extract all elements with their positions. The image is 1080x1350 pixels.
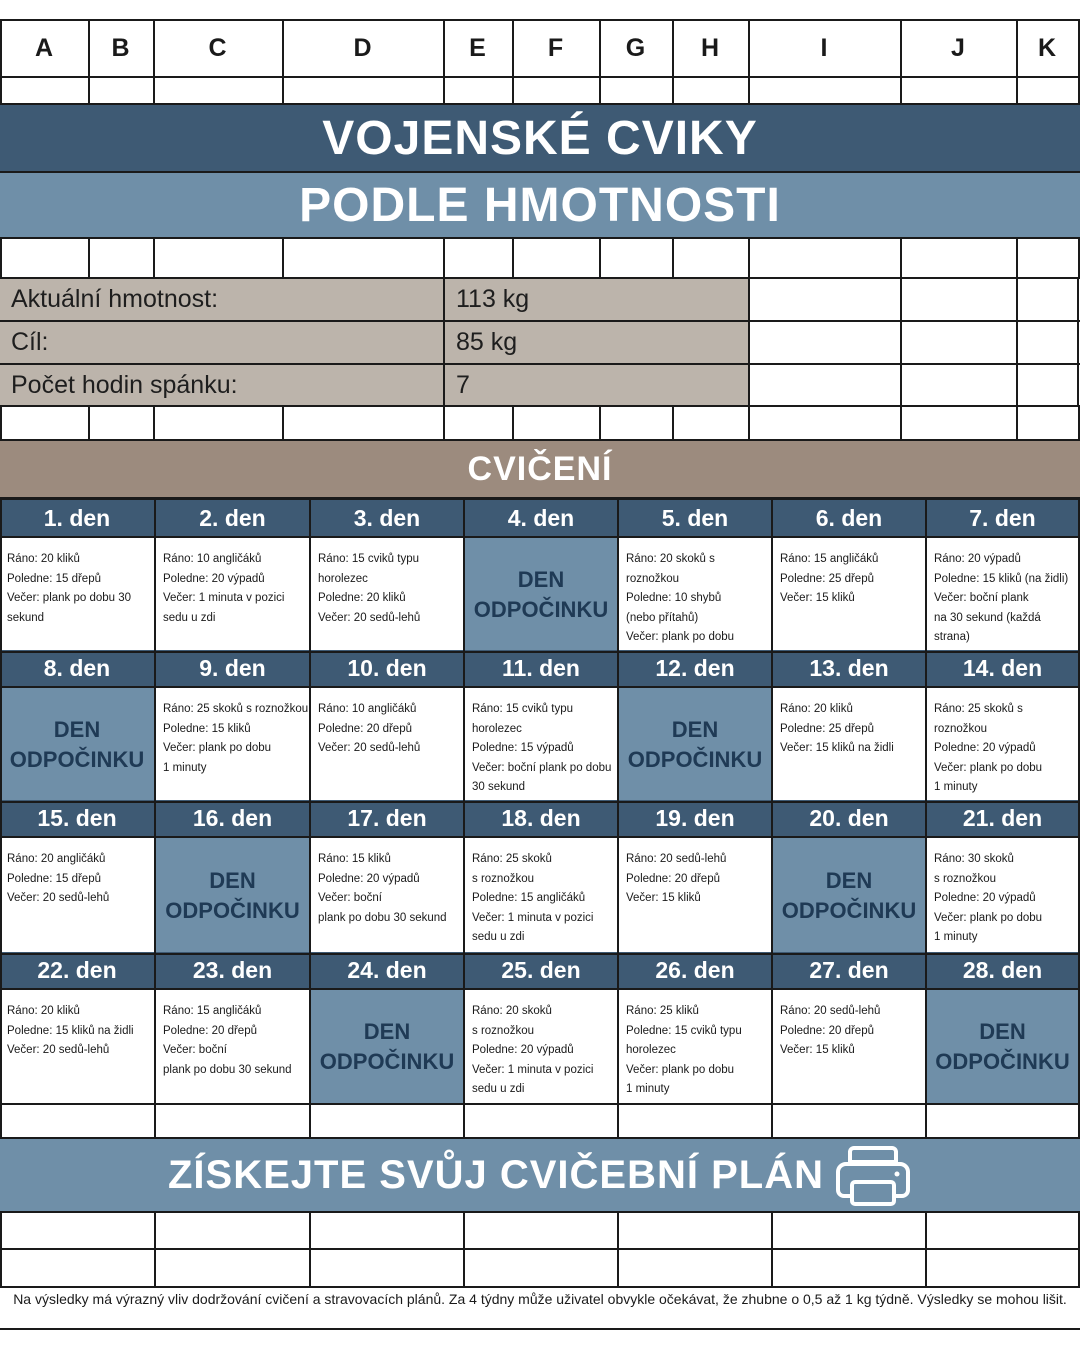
workout-day-cell[interactable]: Ráno: 25 kliků Poledne: 15 cviků typu horolezec Večer: plank po dobu 1 minuty	[619, 990, 771, 1103]
day-header: 23. den	[156, 952, 309, 988]
get-plan-label: ZÍSKEJTE SVŮJ CVIČEBNÍ PLÁN	[167, 1152, 824, 1197]
workout-day-cell[interactable]: Ráno: 15 angličáků Poledne: 25 dřepů Večer: 15 kliků	[773, 538, 925, 651]
day-header: 1. den	[0, 500, 154, 536]
day-header: 21. den	[927, 800, 1078, 836]
column-header-a[interactable]: A	[34, 33, 54, 62]
workout-day-cell[interactable]: Ráno: 20 kliků Poledne: 15 kliků na židli Večer: 20 sedů-lehů	[0, 990, 154, 1103]
info-block	[0, 279, 1080, 407]
workout-day-cell[interactable]: Ráno: 10 angličáků Poledne: 20 dřepů Večer: 20 sedů-lehů	[311, 688, 463, 801]
get-plan-button[interactable]	[0, 1139, 1080, 1211]
calendar-spacer-row	[0, 1102, 1080, 1138]
info-value-weight[interactable]: 113 kg	[445, 279, 748, 320]
day-header: 20. den	[773, 800, 925, 836]
footer-note: Na výsledky má výrazný vliv dodržování cvičení a stravovacích plánů. Za 4 týdny může uživatel obvykle očekávat, že zhubne o 0,5 až 1 kg týdně. Výsledky se mohou lišit.	[13, 1291, 1067, 1307]
workout-day-cell[interactable]: Ráno: 20 sedů-lehů Poledne: 20 dřepů Večer: 15 kliků	[773, 990, 925, 1103]
workout-day-cell[interactable]: Ráno: 20 kliků Poledne: 15 dřepů Večer: plank po dobu 30 sekund	[0, 538, 154, 651]
column-header-e[interactable]: E	[469, 33, 486, 62]
spacer-row	[0, 239, 1080, 279]
workout-day-cell[interactable]: Ráno: 15 cviků typu horolezec Poledne: 15 výpadů Večer: boční plank po dobu 30 sekund	[465, 688, 617, 801]
day-header: 10. den	[311, 650, 463, 686]
info-value-sleep[interactable]: 7	[445, 365, 748, 406]
info-value-goal[interactable]: 85 kg	[445, 322, 748, 363]
section-header-band	[0, 441, 1080, 497]
workout-day-cell[interactable]: Ráno: 15 angličáků Poledne: 20 dřepů Večer: boční plank po dobu 30 sekund	[156, 990, 309, 1103]
title-band-top	[0, 105, 1080, 172]
day-header: 8. den	[0, 650, 154, 686]
workout-day-cell[interactable]: Ráno: 20 výpadů Poledne: 15 kliků (na židli) Večer: boční plank na 30 sekund (každá strana)	[927, 538, 1078, 651]
column-header-f[interactable]: F	[547, 33, 564, 62]
info-label-weight: Aktuální hmotnost:	[0, 279, 443, 320]
info-label-sleep: Počet hodin spánku:	[0, 365, 443, 406]
workout-day-cell[interactable]: Ráno: 25 skoků s roznožkou Poledne: 15 kliků Večer: plank po dobu 1 minuty	[156, 688, 309, 801]
column-header-b[interactable]: B	[111, 33, 130, 62]
column-header-c[interactable]: C	[208, 33, 227, 62]
rest-day-cell[interactable]: DEN ODPOČINKU	[773, 838, 925, 953]
day-header: 18. den	[465, 800, 617, 836]
column-header-j[interactable]: J	[951, 33, 965, 62]
column-header-h[interactable]: H	[700, 33, 720, 62]
day-header: 16. den	[156, 800, 309, 836]
day-header: 11. den	[465, 650, 617, 686]
day-header: 9. den	[156, 650, 309, 686]
rest-day-cell[interactable]: DEN ODPOČINKU	[311, 990, 463, 1103]
workout-day-cell[interactable]: Ráno: 20 angličáků Poledne: 15 dřepů Večer: 20 sedů-lehů	[0, 838, 154, 953]
day-header: 2. den	[156, 500, 309, 536]
day-header: 6. den	[773, 500, 925, 536]
day-header: 15. den	[0, 800, 154, 836]
day-header: 13. den	[773, 650, 925, 686]
page-title: VOJENSKÉ CVIKY	[322, 112, 758, 165]
day-header: 22. den	[0, 952, 154, 988]
day-header: 27. den	[773, 952, 925, 988]
info-label-goal: Cíl:	[0, 322, 443, 363]
day-header: 25. den	[465, 952, 617, 988]
workout-day-cell[interactable]: Ráno: 25 skoků s roznožkou Poledne: 15 angličáků Večer: 1 minuta v pozici sedu u zdi	[465, 838, 617, 953]
day-header: 5. den	[619, 500, 771, 536]
workout-day-cell[interactable]: Ráno: 20 sedů-lehů Poledne: 20 dřepů Večer: 15 kliků	[619, 838, 771, 953]
day-header: 28. den	[927, 952, 1078, 988]
workout-day-cell[interactable]: Ráno: 20 skoků s roznožkou Poledne: 10 shybů (nebo přítahů) Večer: plank po dobu	[619, 538, 771, 651]
column-header-g[interactable]: G	[625, 33, 646, 62]
workout-day-cell[interactable]: Ráno: 15 cviků typu horolezec Poledne: 20 kliků Večer: 20 sedů-lehů	[311, 538, 463, 651]
workout-day-cell[interactable]: Ráno: 25 skoků s roznožkou Poledne: 20 výpadů Večer: plank po dobu 1 minuty	[927, 688, 1078, 801]
day-header: 26. den	[619, 952, 771, 988]
day-header: 17. den	[311, 800, 463, 836]
printer-icon	[834, 1142, 912, 1208]
workout-day-cell[interactable]: Ráno: 10 angličáků Poledne: 20 výpadů Večer: 1 minuta v pozici sedu u zdi	[156, 538, 309, 651]
day-header: 3. den	[311, 500, 463, 536]
day-header: 12. den	[619, 650, 771, 686]
rest-day-cell[interactable]: DEN ODPOČINKU	[0, 688, 154, 801]
page-subtitle: PODLE HMOTNOSTI	[299, 179, 781, 232]
rest-day-cell[interactable]: DEN ODPOČINKU	[465, 538, 617, 651]
day-header: 4. den	[465, 500, 617, 536]
workout-day-cell[interactable]: Ráno: 20 kliků Poledne: 25 dřepů Večer: 15 kliků na židli	[773, 688, 925, 801]
day-header: 14. den	[927, 650, 1078, 686]
workout-day-cell[interactable]: Ráno: 20 skoků s roznožkou Poledne: 20 výpadů Večer: 1 minuta v pozici sedu u zdi	[465, 990, 617, 1103]
column-header-d[interactable]: D	[353, 33, 372, 62]
workout-day-cell[interactable]: Ráno: 30 skoků s roznožkou Poledne: 20 výpadů Večer: plank po dobu 1 minuty	[927, 838, 1078, 953]
section-title: CVIČENÍ	[467, 449, 613, 488]
rest-day-cell[interactable]: DEN ODPOČINKU	[156, 838, 309, 953]
day-header: 19. den	[619, 800, 771, 836]
title-band-bottom	[0, 173, 1080, 238]
day-header: 24. den	[311, 952, 463, 988]
day-header: 7. den	[927, 500, 1078, 536]
column-header-k[interactable]: K	[1037, 33, 1057, 62]
rest-day-cell[interactable]: DEN ODPOČINKU	[927, 990, 1078, 1103]
calendar	[0, 500, 1080, 1102]
rest-day-cell[interactable]: DEN ODPOČINKU	[619, 688, 771, 801]
workout-day-cell[interactable]: Ráno: 15 kliků Poledne: 20 výpadů Večer: boční plank po dobu 30 sekund	[311, 838, 463, 953]
column-header-i[interactable]: I	[820, 33, 828, 62]
